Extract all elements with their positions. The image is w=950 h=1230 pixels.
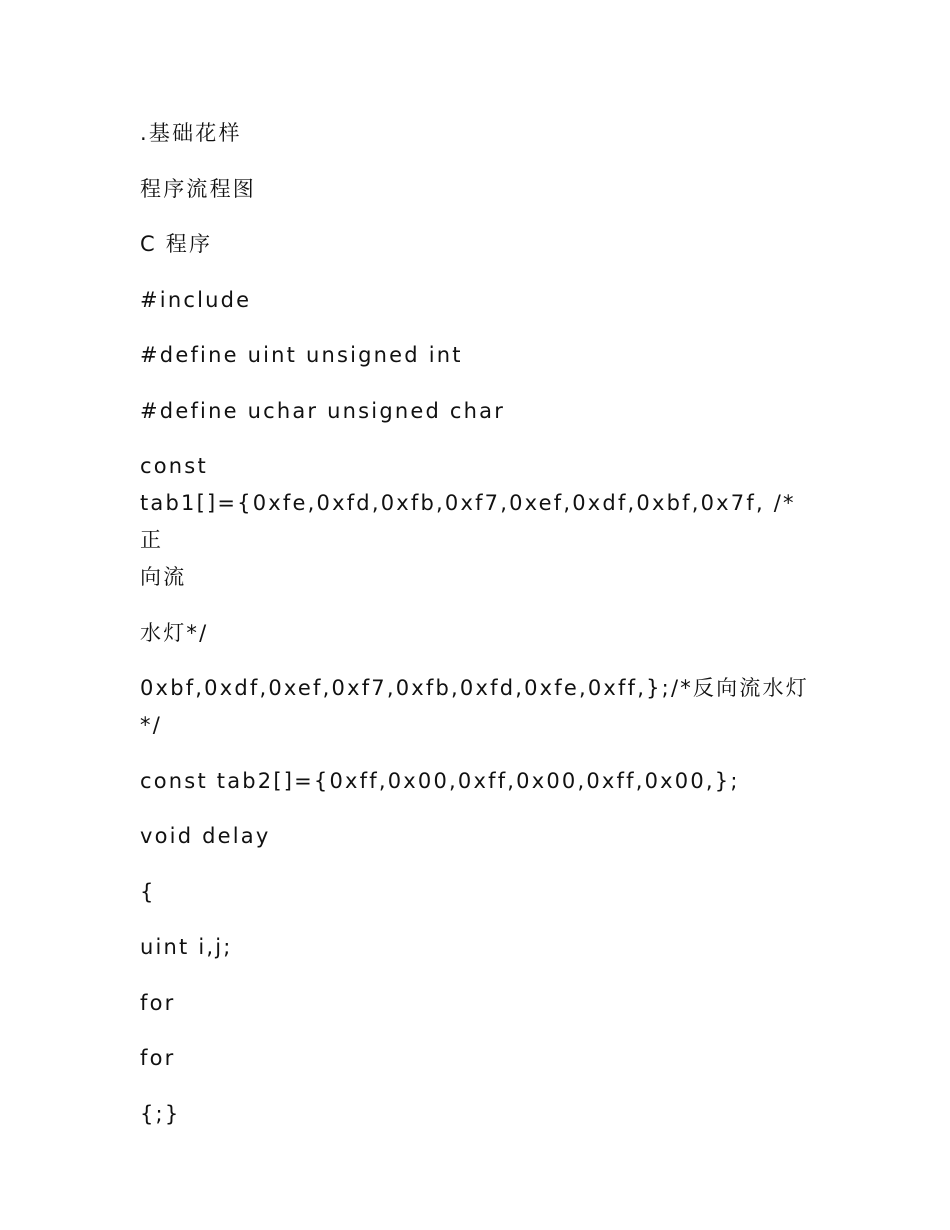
code-line-tab1: const tab1[]={0xfe,0xfd,0xfb,0xf7,0xef,0xdf,0xbf,0x7f, /*正 向流 (140, 454, 796, 589)
code-line-tab1-comment-end: 水灯*/ (140, 620, 209, 645)
code-line-void-delay: void delay (140, 824, 271, 848)
code-line-for-2: for (140, 1046, 176, 1070)
code-line-empty-block: {;} (140, 1101, 181, 1126)
paragraph-c-program: C 程序 (140, 232, 213, 256)
code-line-open-brace: { (140, 879, 156, 904)
paragraph-flowchart: 程序流程图 (140, 176, 256, 201)
code-line-uint-ij: uint i,j; (140, 935, 233, 959)
code-line-define-uchar: #define uchar unsigned char (140, 398, 506, 423)
document-body (140, 115, 815, 1151)
code-line-tab2: const tab2[]={0xff,0x00,0xff,0x00,0xff,0x00,}; (140, 768, 740, 793)
code-line-include: #include (140, 287, 252, 312)
code-line-for-1: for (140, 990, 176, 1015)
section-title: .基础花样 (140, 121, 242, 145)
code-line-define-uint: #define uint unsigned int (140, 343, 463, 367)
code-line-tab1-reverse: 0xbf,0xdf,0xef,0xf7,0xfb,0xfd,0xfe,0xff,};/*反向流水灯 */ (140, 676, 809, 737)
